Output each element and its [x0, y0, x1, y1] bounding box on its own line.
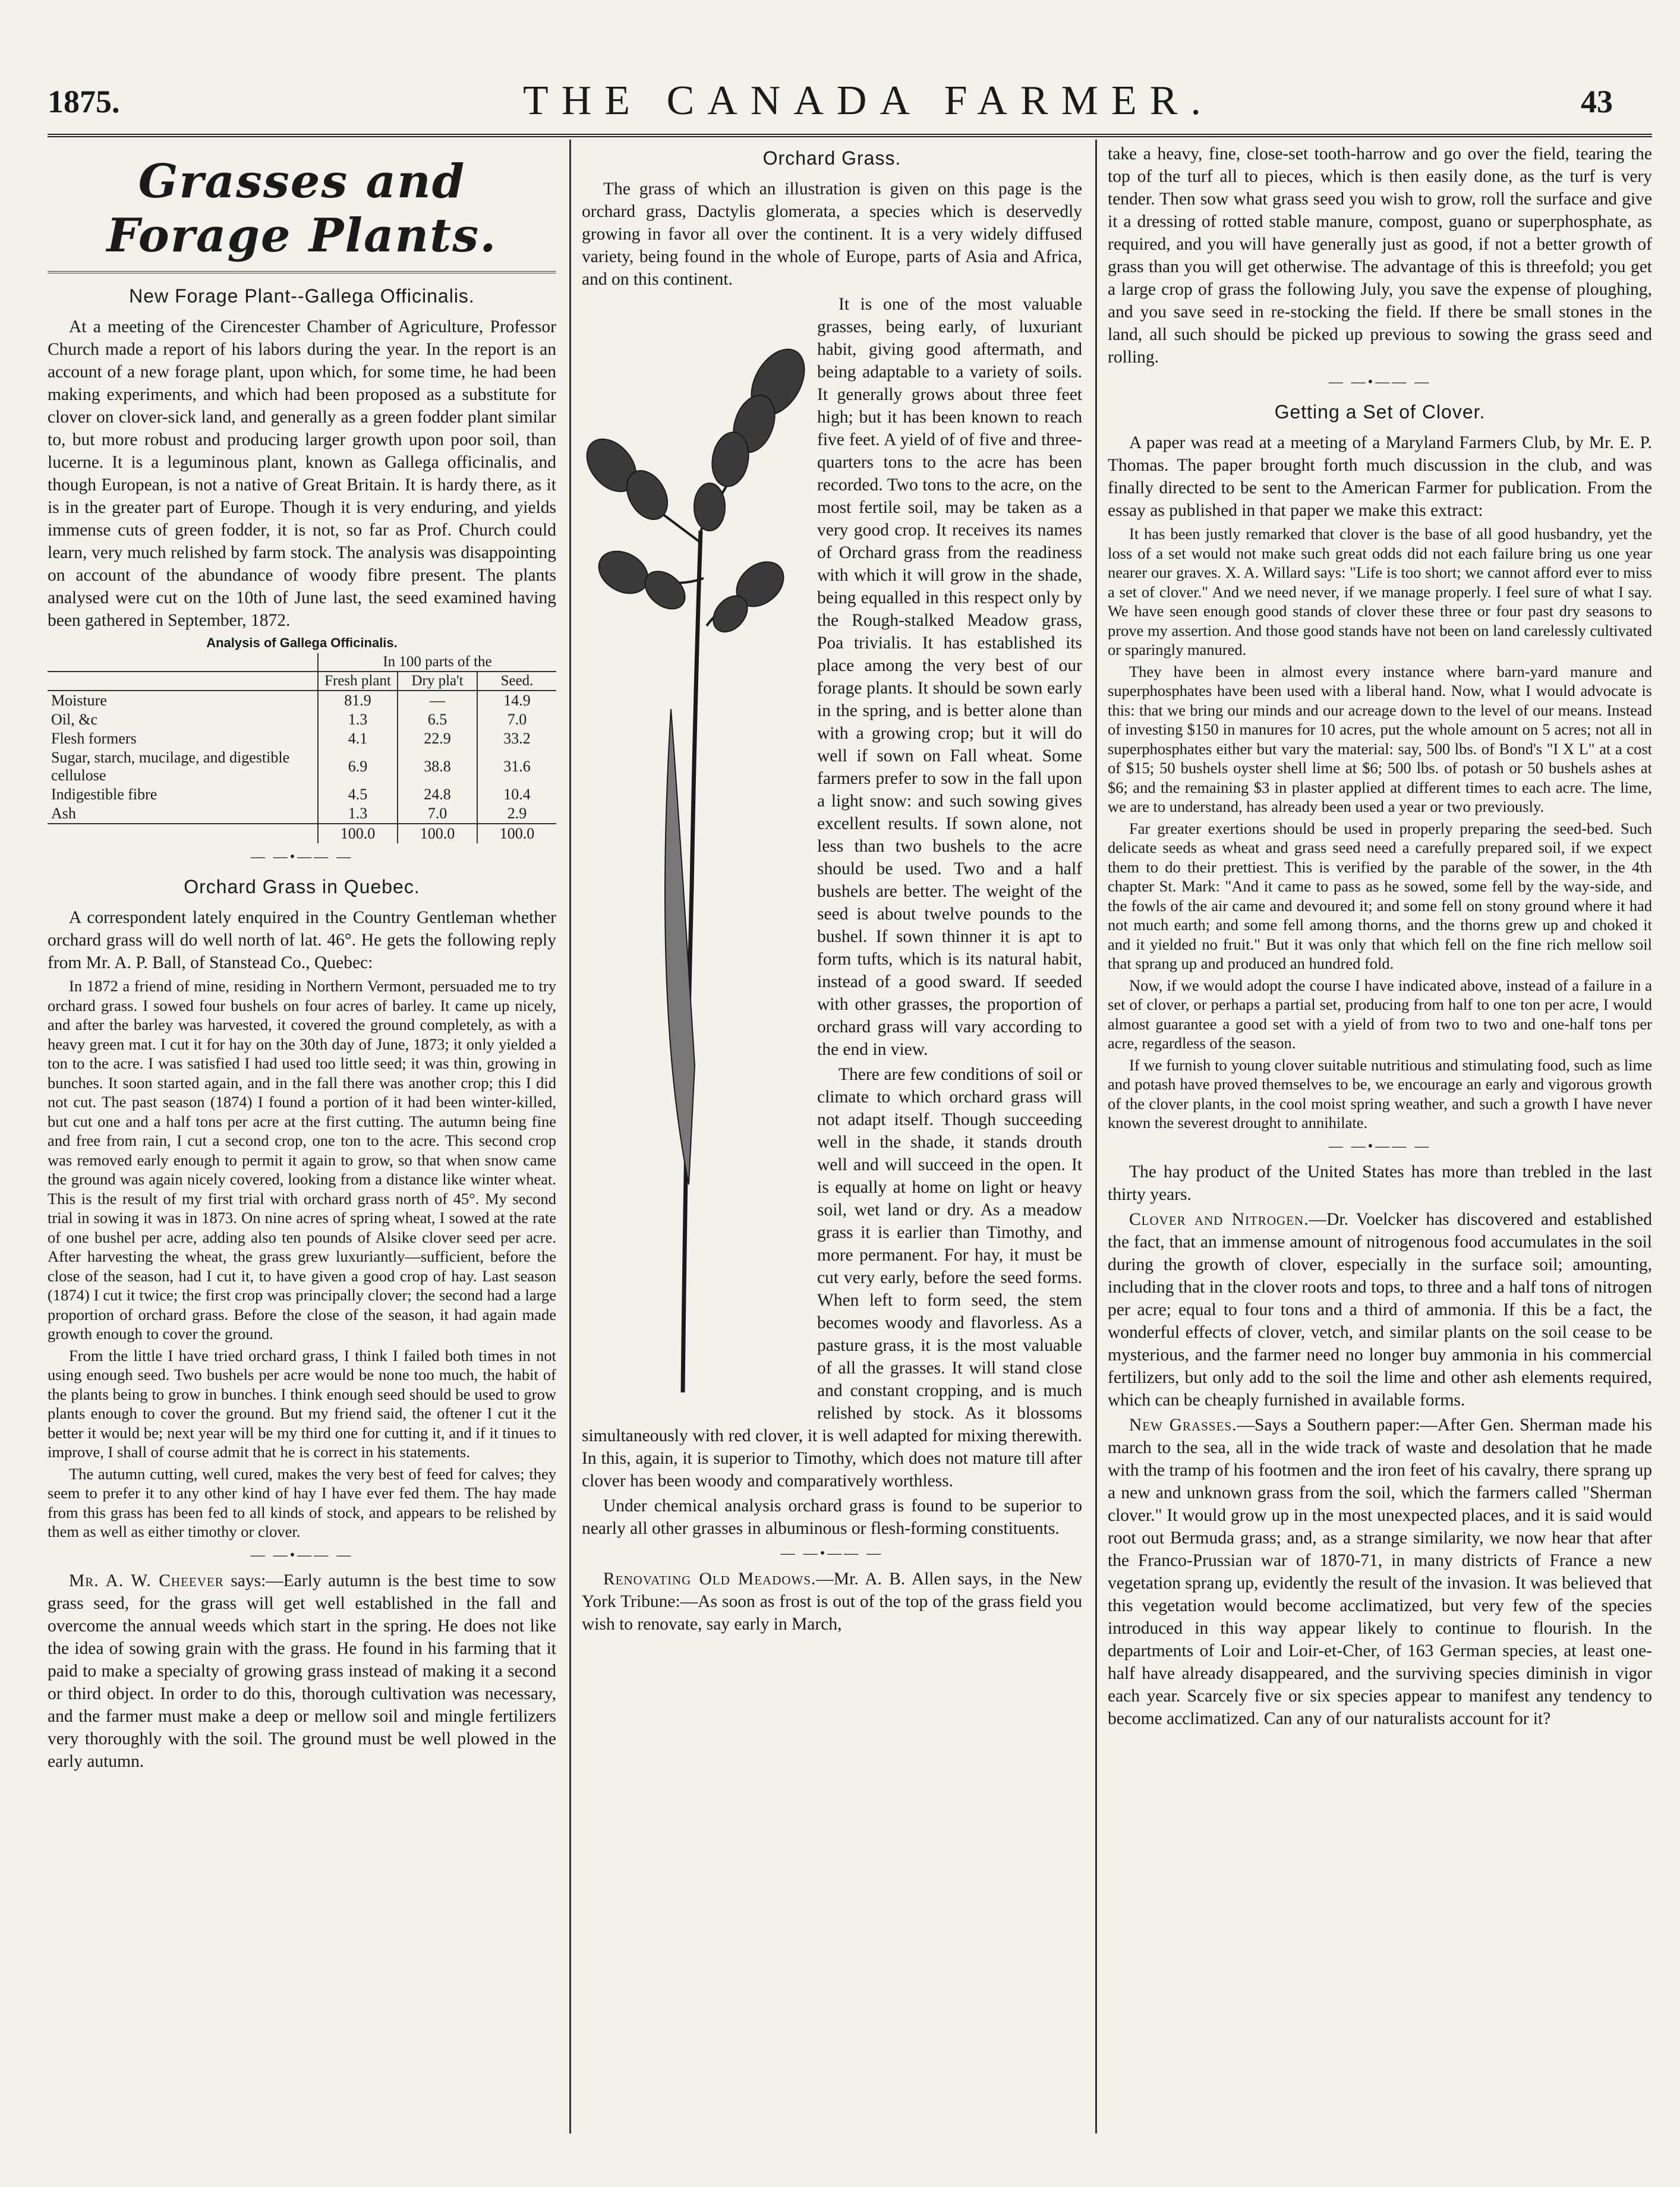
table-row: Indigestible fibre 4.5 24.8 10.4 — [48, 785, 556, 804]
article-renovating: Renovating Old Meadows.—Mr. A. B. Allen says, in the New York Tribune:—As soon as frost is out of the top of the grass field you wish to renovate, say early in March, — [582, 1570, 1083, 1634]
article-renovating-cont: take a heavy, fine, close-set tooth-harrow and go over the field, tearing the top of the turf all to pieces, which is then easily done, as the turf is very tender. Then sow what grass seed you wish to grow, roll the surface and give it a dressing of rotted stable manure, compost, guano or superphosphate, as required, and you will have generally just as good, if not a better growth of grass than you will get otherwise. The advantage of this is threefold; you get a large crop of grass the following July, you save the expense of ploughing, and you save seed in re-stocking the field. If there be small stones in the land, all such should be picked up previous to sowing the grass seed and rolling. — [1108, 144, 1652, 367]
article-hay: The hay product of the United States has more than trebled in the last thirty years. — [1108, 1162, 1652, 1204]
article-body-quebec: From the little I have tried orchard grass, I think I failed both times in not using enough seed. Two bushels per acre would be none too much, the habit of the plants being to grow in bunches. I think enough seed should be used to grow plants enough to cover the ground. But my friend said, the oftener I cut it the better it would be; next year will be my third one for cutting it, and if it tinues to improve, I shall of course admit that he is correct in his statements. — [48, 1346, 556, 1461]
section-heading: Grasses and Forage Plants. — [48, 155, 556, 273]
article-title-clover: Getting a Set of Clover. — [1274, 401, 1486, 423]
article-body-clover: It has been justly remarked that clover is the base of all good husbandry, yet the loss of a set would not make such great odds did not each failure bring us one year nearer our graves. X. A. Willard says: "Life is too short; we cannot afford ever to miss a set of clover." And we need never, if we manage properly. I feel sure of what I say. We have seen enough good stands of clover these three or four past dry seasons to prove my assertion. And those good stands have not been on land carelessly cultivated or sparingly manured. — [1108, 525, 1652, 658]
run-in-head: Mr. A. W. Cheever — [69, 1571, 224, 1590]
divider: — —•—— — — [780, 1546, 884, 1561]
article-body-clover: If we furnish to young clover suitable nutritious and stimulating food, such as lime and potash have proved themselves to be, we encourage an early and vigorous growth of the clover plants, in the cool moist spring weather, and such a growth I have never known the severest drought to annihilate. — [1108, 1055, 1652, 1132]
column-2 — [573, 143, 1090, 2134]
column-rule-1 — [569, 140, 571, 2134]
article-body-clover: They have been in almost every instance where barn-yard manure and superphosphates have been used with a liberal hand. Now, what I would advocate is this: that we bring our minds and our acreage down to the level of our means. Instead of investing $150 in manures for 10 acres, put the whole amount on 5 acres; not all in superphosphates either but vary the material: say, 500 lbs. of Bond's "I X L" at a cost of $15; 50 bushels oyster shell lime at $6; 500 lbs. of potash or 50 bushels ashes at $6; and the remaining $3 in plaster applied at different times to each acre. The lime, we are to understand, has already been used a year or two previously. — [1108, 662, 1652, 815]
column-1 — [48, 143, 565, 2134]
table-group-header: In 100 parts of the — [318, 653, 556, 672]
divider: — —•—— — — [250, 1547, 354, 1563]
divider: — —•—— — — [1328, 1138, 1432, 1154]
header-page-number: 43 — [1581, 84, 1613, 119]
table-title: Analysis of Gallega Officinalis. — [206, 635, 398, 650]
table-row: Flesh formers 4.1 22.9 33.2 — [48, 729, 556, 748]
article-title-orchard: Orchard Grass. — [762, 147, 902, 169]
article-body-clover: A paper was read at a meeting of a Maryland Farmers Club, by Mr. E. P. Thomas. The paper brought forth much discussion in the club, and was finally directed to be sent to the American Farmer for publication. From the essay as published in that paper we make this extract: — [1108, 433, 1652, 520]
article-body-clover: Now, if we would adopt the course I have indicated above, instead of a failure in a set of clover, or perhaps a partial set, producing from half to one ton per acre, I would almost guarantee a good set with a yield of from two to two and one-half tons per acre, regardless of the season. — [1108, 976, 1652, 1052]
article-body-orchard: The grass of which an illustration is given on this page is the orchard grass, Dactylis glomerata, a species which is deservedly growing in favor all over the continent. It is a very widely diffused variety, being found in the whole of Europe, parts of Asia and Africa, and on this continent. — [582, 179, 1082, 289]
article-body-quebec: The autumn cutting, well cured, makes the very best of feed for calves; they seem to prefer it to any other kind of hay I have ever fed them. The hay made from this grass has been fed to all kinds of stock, and appears to be relished by them as well as either timothy or clover. — [48, 1464, 556, 1540]
analysis-table — [48, 653, 556, 843]
article-nitrogen: Clover and Nitrogen.—Dr. Voelcker has discovered and established the fact, that an immense amount of nitrogenous food accumulates in the soil during the growth of clover, especially in the surface soil; amounting, including that in the clover roots and tops, to three and a half tons of nitrogen per acre; equal to four tons and a third of ammonia. If this be a fact, the wonderful effects of clover, vetch, and similar plants on the soil cease to be mysterious, and the farmer need no longer buy ammonia in his commercial fertilizers, but only add to the soil the lime and other ash elements required, which can be cheaply furnished in available forms. — [1108, 1209, 1652, 1410]
column-3 — [1099, 143, 1652, 2134]
article-body-galleza: At a meeting of the Cirencester Chamber of Agriculture, Professor Church made a report of his labors during the year. In the report is an account of a new forage plant, upon which, for some time, he had been making experiments, and which had been proposed as a substitute for clover on clover-sick land, and generally as a green fodder plant similar to, but more robust and producing larger growth upon poor soil, than lucerne. It is a leguminous plant, known as Gallega officinalis, and though European, is not a native of Great Britain. It is hardy there, as it is in the greater part of Europe. Though it is very enduring, and yields immense cuts of green fodder, it is not, so far as Prof. Church could learn, very much relished by farm stock. The analysis was disappointing on account of the abundance of woody fibre present. The plants analysed were cut on the 10th of June last, the seed examined having been gathered in September, 1872. — [48, 317, 556, 630]
header-rule — [48, 134, 1652, 137]
article-title-galleza: New Forage Plant--Gallega Officinalis. — [129, 285, 475, 307]
table-row: Oil, &c 1.3 6.5 7.0 — [48, 710, 556, 729]
header-year: 1875. — [48, 84, 120, 119]
article-body-orchard: There are few conditions of soil or climate to which orchard grass will not adapt itself. Though succeeding well in the shade, it stands drouth well and will succeed in the open. It is equally at home on light or heavy soil, wet land or dry. As a meadow grass it is earlier than Timothy, and more permanent. For hay, it must be cut very early, before the seed forms. When left to form seed, the stem becomes woody and flavorless. As a pasture grass, it is the most valuable of all the grasses. It will stand close and constant cropping, and is much relished by stock. As it blossoms simultaneously with red clover, it is well adapted for mixing therewith. In this, again, it is superior to Timothy, which does not mature till after clover has been woody and comparatively worthless. — [582, 1065, 1082, 1490]
article-title-quebec: Orchard Grass in Quebec. — [184, 876, 420, 897]
table-row: Ash 1.3 7.0 2.9 — [48, 804, 556, 824]
article-body-clover: Far greater exertions should be used in properly preparing the seed-bed. Such delicate seeds as wheat and grass seed need a carefully prepared soil, if we expect them to do their prettiest. This is verified by the parable of the sower, in the 4th chapter St. Mark: "And it came to pass as he sowed, some fell by the way-side, and the fowls of the air came and devoured it; and some fell on stony ground where it had not much earth; and some fell among thorns, and the thorns grew up and choked it and it yielded no fruit." But it was only that which fell on the fine rich mellow soil that sprang up and produced an hundred fold. — [1108, 819, 1652, 972]
article-new-grasses: New Grasses.—Says a Southern paper:—After Gen. Sherman made his march to the sea, all in the wide track of waste and desolation that he made with the tramp of his footmen and the iron feet of his cavalry, there sprang up a new and unknown grass from the soil, which the farmers called "Sherman clover." It would grow up in the most unexpected places, and it is said would root out Bermuda grass; and, as a strange similarity, we now hear that after the Franco-Prussian war of 1870-71, in many districts of France a new vegetation sprang up, evidently the result of the invasion. It was believed that this vegetation would become acclimatized, but very few of the species introduced in this way appear likely to continue to flourish. In the departments of Loir and Loir-et-Cher, of 163 German species, at least one-half have already disappeared, and the surviving species diminish in vigor each year. Scarcely five or six species appear to manifest any tendency to become acclimatized. Can any of our naturalists account for it? — [1108, 1415, 1652, 1728]
table-col-header: Seed. — [477, 672, 556, 691]
table-col-header: Dry pla't — [398, 672, 477, 691]
orchard-grass-illustration — [582, 293, 808, 1410]
run-in-head: Renovating Old Meadows. — [603, 1570, 817, 1589]
divider: — —•—— — — [1328, 374, 1432, 390]
table-row: Moisture 81.9 — 14.9 — [48, 691, 556, 710]
table-col-header: Fresh plant — [318, 672, 398, 691]
column-rule-2 — [1095, 140, 1097, 2134]
run-in-head: New Grasses. — [1129, 1415, 1237, 1435]
divider: — —•—— — — [250, 849, 354, 865]
article-cheever: Mr. A. W. Cheever says:—Early autumn is the best time to sow grass seed, for the grass will get well established in the fall and overcome the annual weeds which start in the spring. He does not like the idea of sowing grain with the grass. He found in his farming that it paid to make a specialty of growing grass instead of making it a second or third object. In order to do this, thorough cultivation was necessary, and the farmer must make a deep or mellow soil and mingle fertilizers very thoroughly with the soil. The ground must be well plowed in the early autumn. — [48, 1571, 556, 1771]
article-body-orchard: It is one of the most valuable grasses, being early, of luxuriant habit, giving good aftermath, and being adaptable to a variety of soils. It generally grows about three feet high; but it has been known to reach five feet. A yield of of five and three-quarters tons to the acre has been recorded. Two tons to the acre, on the most fertile soil, may be taken as a very good crop. It receives its names of Orchard grass from the readiness with which it will grow in the shade, being equalled in this respect only by the Rough-stalked Meadow grass, Poa trivialis. It has established its place among the very best of our forage plants. It should be sown early in the spring, and is better alone than with a growing crop; but it will do well if sown on Fall wheat. Some farmers prefer to sow in the fall upon a light snow: and such sowing gives excellent results. If sown alone, not less than two bushels to the acre should be used. Two and a half bushels are better. The weight of the seed is about twelve pounds to the bushel. If sown thinner it is apt to form tufts, which is its natural habit, instead of a good sward. If seeded with other grasses, the proportion of orchard grass will vary according to the end in view. — [817, 295, 1082, 1059]
table-total-row: 100.0 100.0 100.0 — [48, 824, 556, 843]
table-row: Sugar, starch, mucilage, and digestible cellulose 6.9 38.8 31.6 — [48, 748, 556, 785]
article-body-quebec: A correspondent lately enquired in the Country Gentleman whether orchard grass will do well north of lat. 46°. He gets the following reply from Mr. A. P. Ball, of Stanstead Co., Quebec: — [48, 908, 556, 972]
run-in-head: Clover and Nitrogen. — [1129, 1209, 1309, 1229]
article-body-orchard: Under chemical analysis orchard grass is found to be superior to nearly all other grasses in albuminous or flesh-forming constituents. — [582, 1496, 1082, 1538]
article-body-quebec: In 1872 a friend of mine, residing in Northern Vermont, persuaded me to try orchard grass. I sowed four bushels on four acres of barley. It came up nicely, and after the barley was harvested, it covered the ground completely, as with a heavy green mat. I cut it for hay on the 30th day of June, 1873; it only yielded a ton to the acre. I was satisfied I had used too little seed; it was thin, growing in bunches. It soon started again, and in the fall there was another crop; this I did not cut. The past season (1874) I found a portion of it had been winter-killed, but cut one and a half tons per acre at the first cutting. The autumn being fine and free from rain, I cut a second crop, one ton to the acre. This second crop was removed early enough to permit it again to grow, so that when snow came the ground was again nicely covered, looking from a distance like winter wheat. This is the result of my first trial with orchard grass north of 45°. My second trial in sowing it was in 1873. On nine acres of spring wheat, I sowed at the rate of one bushel per acre, adding also ten pounds of Alsike clover seed per acre. After harvesting the wheat, the grass grew luxuriantly—sufficient, before the close of the season, had I cut it, to have given a good crop of hay. Last season (1874) I cut it twice; the first crop was principally clover; the second had a large proportion of orchard grass. Before the close of the season, it had again made growth enough to cover the ground. — [48, 977, 556, 1343]
header-title: THE CANADA FARMER. — [523, 78, 1214, 124]
